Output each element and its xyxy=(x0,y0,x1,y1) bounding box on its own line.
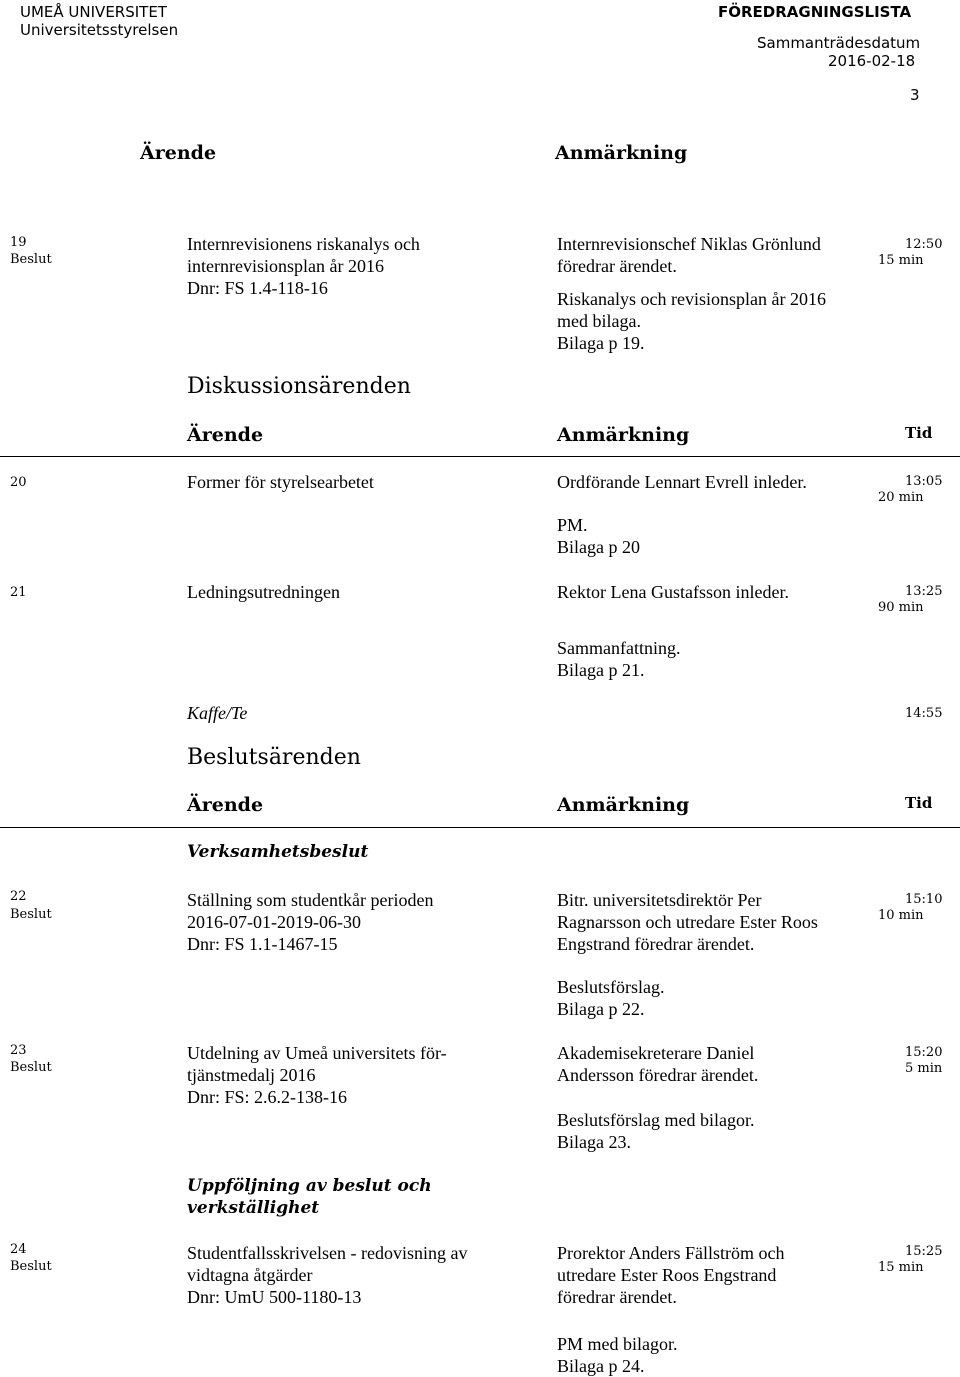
item-title: Utdelning av Umeå universitets för- tjänstmedalj 2016 Dnr: FS: 2.6.2-138-16 xyxy=(187,1043,447,1107)
item-title: Internrevisionens riskanalys och internrevisionsplan år 2016 Dnr: FS 1.4-118-16 xyxy=(187,234,420,298)
item-type: Beslut xyxy=(10,252,52,267)
item-time: 15:10 xyxy=(905,892,943,907)
item-remark-attachment: Sammanfattning. Bilaga p 21. xyxy=(557,638,681,680)
item-time: 13:05 xyxy=(905,474,943,489)
item-type: Beslut xyxy=(10,1060,52,1075)
item-remark-attachment: Beslutsförslag. Bilaga p 22. xyxy=(557,977,665,1019)
item-remark: Ordförande Lennart Evrell inleder. xyxy=(557,472,807,492)
item-title: Ställning som studentkår perioden 2016-07-01-2019-06-30 Dnr: FS 1.1-1467-15 xyxy=(187,890,434,954)
item-type: Beslut xyxy=(10,907,52,922)
item-remark-attachment: Riskanalys och revisionsplan år 2016 med bilaga. Bilaga p 19. xyxy=(557,289,826,353)
item-number: 22 xyxy=(10,889,27,904)
item-time: 15:25 xyxy=(905,1244,943,1259)
col-head-arende: Ärende xyxy=(187,794,264,816)
item-remark-attachment: PM. Bilaga p 20 xyxy=(557,515,640,557)
item-title: Former för styrelsearbetet xyxy=(187,472,374,492)
item-duration: 15 min xyxy=(878,1260,924,1275)
item-number: 23 xyxy=(10,1043,27,1058)
item-number: 20 xyxy=(10,475,27,490)
subheading-verksamhetsbeslut: Verksamhetsbeslut xyxy=(187,842,369,862)
item-type: Beslut xyxy=(10,1259,52,1274)
item-remark: Bitr. universitetsdirektör Per Ragnarsson och utredare Ester Roos Engstrand föredrar ärendet. xyxy=(557,890,818,954)
col-head-anmarkning: Anmärkning xyxy=(557,794,690,816)
document-type: FÖREDRAGNINGSLISTA xyxy=(718,3,912,21)
item-remark: Internrevisionschef Niklas Grönlund föredrar ärendet. xyxy=(557,234,821,276)
item-duration: 10 min xyxy=(878,908,924,923)
org-name: UMEÅ UNIVERSITET xyxy=(20,3,167,21)
item-title: Studentfallsskrivelsen - redovisning av vidtagna åtgärder Dnr: UmU 500-1180-13 xyxy=(187,1243,468,1307)
subheading-uppfoljning: Uppföljning av beslut och verkställighet xyxy=(187,1176,432,1218)
item-remark: Prorektor Anders Fällström och utredare Ester Roos Engstrand föredrar ärendet. xyxy=(557,1243,785,1307)
item-duration: 90 min xyxy=(878,600,924,615)
meeting-date: 2016-02-18 xyxy=(828,52,916,70)
col-head-arende: Ärende xyxy=(140,142,217,164)
board-name: Universitetsstyrelsen xyxy=(20,21,179,39)
page-number: 3 xyxy=(910,86,920,104)
section-heading-discussion: Diskussionsärenden xyxy=(187,374,411,399)
meeting-date-label: Sammanträdesdatum xyxy=(757,34,921,52)
col-head-arende: Ärende xyxy=(187,424,264,446)
col-head-anmarkning: Anmärkning xyxy=(555,142,688,164)
item-duration: 15 min xyxy=(878,253,924,268)
item-time: 13:25 xyxy=(905,584,943,599)
table-header-rule xyxy=(0,827,960,828)
col-head-tid: Tid xyxy=(905,424,933,442)
item-number: 21 xyxy=(10,585,27,600)
item-time: 12:50 xyxy=(905,237,943,252)
item-number: 19 xyxy=(10,235,27,250)
col-head-tid: Tid xyxy=(905,794,933,812)
break-label: Kaffe/Te xyxy=(187,703,248,723)
item-remark: Rektor Lena Gustafsson inleder. xyxy=(557,582,789,602)
item-time: 15:20 xyxy=(905,1045,943,1060)
item-remark-attachment: PM med bilagor. Bilaga p 24. xyxy=(557,1334,678,1376)
item-number: 24 xyxy=(10,1242,27,1257)
col-head-anmarkning: Anmärkning xyxy=(557,424,690,446)
item-title: Ledningsutredningen xyxy=(187,582,340,602)
item-duration: 5 min xyxy=(905,1061,943,1076)
item-duration: 20 min xyxy=(878,490,924,505)
item-remark-attachment: Beslutsförslag med bilagor. Bilaga 23. xyxy=(557,1110,755,1152)
table-header-rule xyxy=(0,456,960,457)
item-remark: Akademisekreterare Daniel Andersson föredrar ärendet. xyxy=(557,1043,759,1085)
section-heading-decision: Beslutsärenden xyxy=(187,745,361,770)
break-time: 14:55 xyxy=(905,706,943,721)
